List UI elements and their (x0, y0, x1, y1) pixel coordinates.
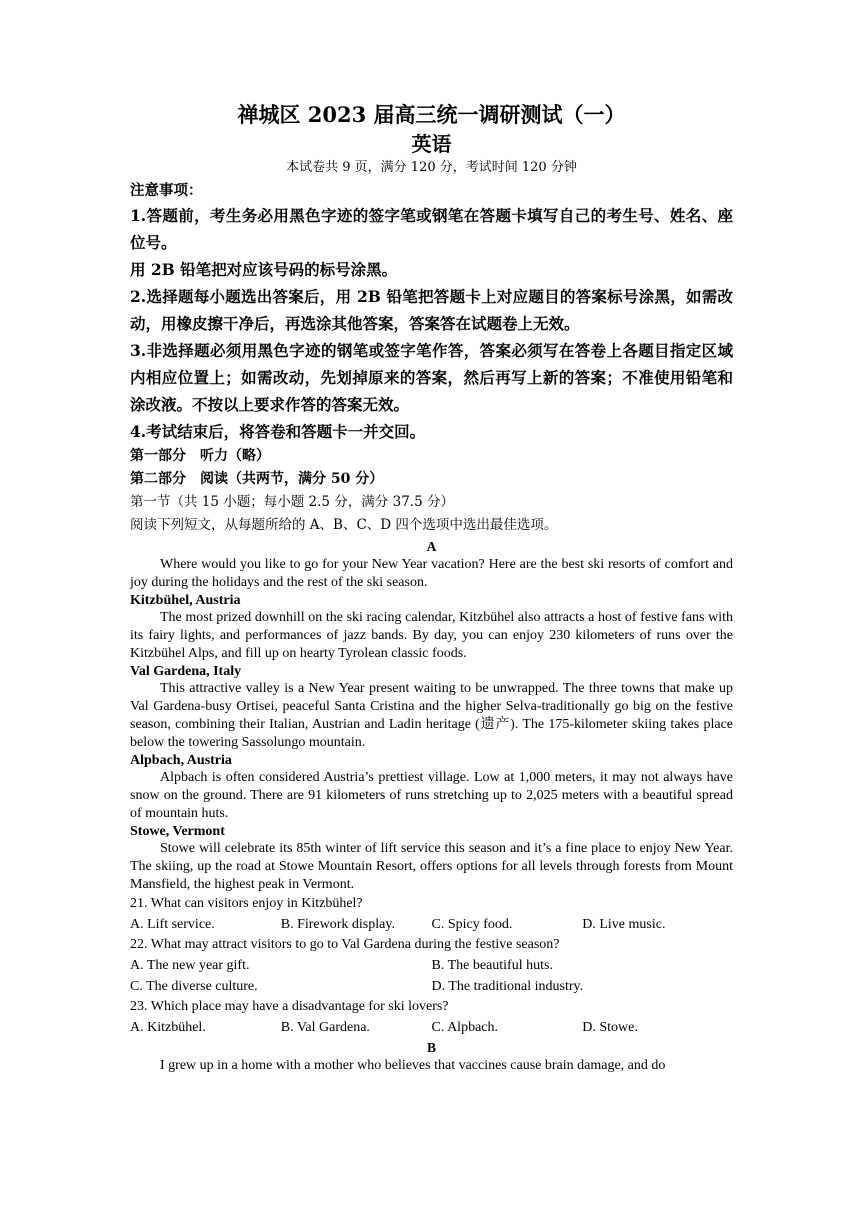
option: B. The beautiful huts. (431, 958, 553, 973)
exam-title: 禅城区 2023 届高三统一调研测试（一） (237, 102, 626, 127)
option: D. Stowe. (582, 1020, 638, 1035)
resort-text: The most prized downhill on the ski racing calendar, Kitzbühel also attracts a host of festive fans with its fairy lights, and performances of jazz bands. By day, you can enjoy 230 kilometers of runs over the Kitzbühel Alps, and fill up on hearty Tyrolean classic foods. (130, 610, 733, 661)
resort-name: Val Gardena, Italy (130, 664, 242, 679)
notice-item-4: 4.考试结束后，将答卷和答题卡一并交回。 (130, 422, 426, 441)
exam-meta: 本试卷共 9 页，满分 120 分，考试时间 120 分钟 (286, 160, 577, 175)
question-options (130, 1017, 733, 1038)
option: D. Live music. (582, 917, 666, 932)
reading-instruction: 阅读下列短文，从每题所给的 A、B、C、D 四个选项中选出最佳选项。 (130, 517, 558, 533)
passage-b-letter: B (426, 1040, 436, 1055)
question-options (130, 955, 733, 976)
notice-item-3: 3.非选择题必须用黑色字迹的钢笔或签字笔作答，答案必须写在答卷上各题目指定区域内相应位置上；如需改动，先划掉原来的答案，然后再写上新的答案；不准使用铅笔和涂改液。不按以上要求作答的答案无效。 (130, 341, 733, 414)
notice-item-2: 2.选择题每小题选出答案后，用 2B 铅笔把答题卡上对应题目的答案标号涂黑，如需改动，用橡皮擦干净后，再选涂其他答案，答案答在试题卷上无效。 (130, 287, 733, 333)
question-options (130, 976, 733, 997)
part-two-heading: 第二部分 阅读（共两节，满分 50 分） (130, 471, 384, 487)
option: A. The new year gift. (130, 958, 250, 973)
section-one-heading: 第一节（共 15 小题；每小题 2.5 分，满分 37.5 分） (130, 494, 454, 510)
option: B. Val Gardena. (280, 1020, 370, 1035)
option: A. Lift service. (130, 917, 215, 932)
option: B. Firework display. (280, 917, 395, 932)
option: D. The traditional industry. (431, 979, 584, 994)
resort-text: Stowe will celebrate its 85th winter of lift service this season and it’s a fine place to enjoy New Year. The skiing, up the road at Stowe Mountain Resort, offers options for all levels through forests from Mount Mansfield, the highest peak in Vermont. (130, 841, 733, 892)
option: C. Alpbach. (431, 1020, 498, 1035)
exam-page (130, 100, 733, 1075)
option: C. Spicy food. (431, 917, 513, 932)
option: C. The diverse culture. (130, 979, 258, 994)
passage-a-letter: A (426, 539, 437, 554)
question-stem: 22. What may attract visitors to go to Val Gardena during the festive season? (130, 937, 560, 952)
subject-title: 英语 (411, 132, 452, 156)
option: A. Kitzbühel. (130, 1020, 206, 1035)
resort-text: This attractive valley is a New Year present waiting to be unwrapped. The three towns that make up Val Gardena-busy Ortisei, peaceful Santa Cristina and the higher Selva-traditionally go big on the festive season, combining their Italian, Austrian and Ladin heritage (遗产). The 175-kilometer skiing takes place below the towering Sassolungo mountain. (130, 681, 733, 750)
notice-item-1: 1.答题前，考生务必用黑色字迹的签字笔或钢笔在答题卡填写自己的考生号、姓名、座位号。 (130, 206, 733, 252)
resort-name: Kitzbühel, Austria (130, 593, 241, 608)
question-options (130, 914, 733, 935)
passage-b-first-line: I grew up in a home with a mother who believes that vaccines cause brain damage, and do (160, 1058, 666, 1073)
resort-name: Alpbach, Austria (130, 753, 232, 768)
question-stem: 21. What can visitors enjoy in Kitzbühel? (130, 896, 363, 911)
part-one-heading: 第一部分 听力（略） (130, 448, 270, 464)
notice-heading: 注意事项： (130, 182, 203, 199)
resort-text: Alpbach is often considered Austria’s prettiest village. Low at 1,000 meters, it may not always have snow on the ground. There are 91 kilometers of runs stretching up to 2,025 meters with a beautiful spread of mountain huts. (130, 770, 733, 821)
resort-name: Stowe, Vermont (130, 824, 225, 839)
notice-item-1b: 用 2B 铅笔把对应该号码的标号涂黑。 (130, 260, 398, 279)
passage-a-intro: Where would you like to go for your New Year vacation? Here are the best ski resorts of comfort and joy during the holidays and the rest of the ski season. (130, 557, 733, 590)
question-stem: 23. Which place may have a disadvantage for ski lovers? (130, 999, 449, 1014)
